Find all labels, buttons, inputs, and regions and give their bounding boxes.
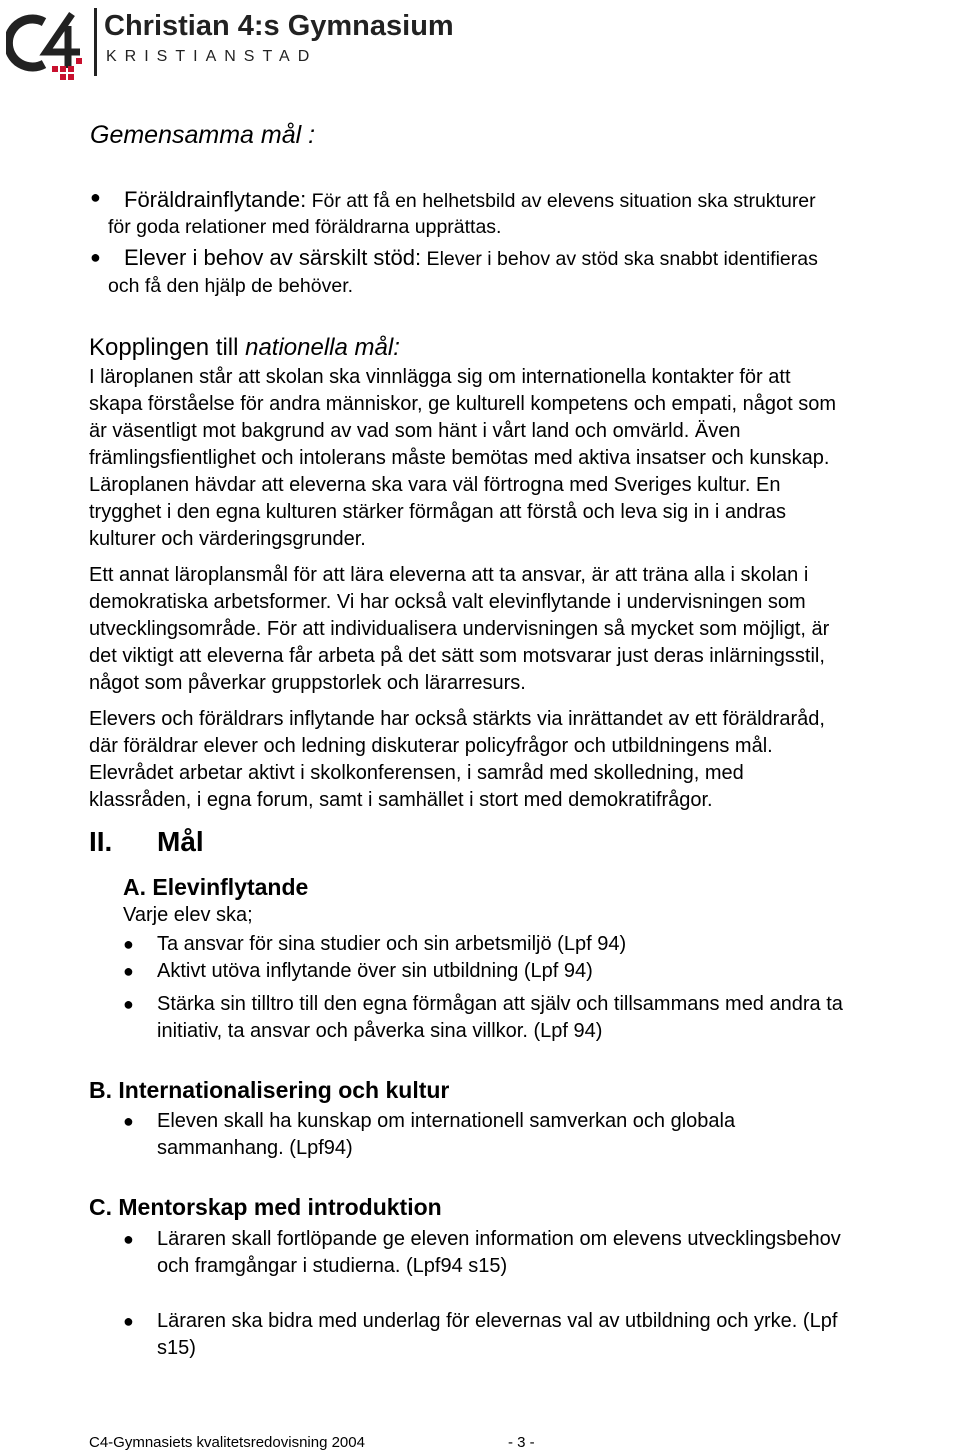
national-paragraph-3 (89, 706, 825, 814)
national-paragraph-1 (89, 364, 836, 553)
text-line: Läraren ska bidra med underlag för elevernas val av utbildning och yrke. (Lpf (157, 1310, 838, 1332)
bullet-icon: ● (123, 934, 134, 954)
national-paragraph-2 (89, 562, 829, 697)
text-line: Läroplanen hävdar att eleverna ska vara väl förtrogna med Sveriges kultur. En (89, 474, 781, 496)
subsection-intro: Varje elev ska; (123, 904, 253, 926)
text-line: I läroplanen står att skolan ska vinnlägga sig om internationella kontakter för att (89, 366, 791, 388)
text-line: och framgångar i studierna. (Lpf94 s15) (157, 1255, 508, 1277)
goal-item (157, 991, 843, 1045)
bullet-icon: ● (123, 1311, 134, 1331)
text-line: främlingsfientlighet och intolerans måste bemötas med aktiva insatser och kunskap. (89, 447, 830, 469)
common-goal-text: För att få en helhetsbild av elevens situation ska strukturer (306, 190, 816, 212)
school-name: Christian 4:s Gymnasium (104, 10, 454, 42)
text-line: Elevers och föräldrars inflytande har också stärkts via inrättandet av ett föräldraråd, (89, 708, 825, 730)
goal-item (157, 1226, 841, 1280)
common-goal-term: Föräldrainflytande: (124, 187, 307, 212)
bullet-icon: ● (90, 247, 101, 267)
text-line: sammanhang. (Lpf94) (157, 1137, 353, 1159)
text-line: demokratiska arbetsformer. Vi har också valt elevinflytande i undervisningen som (89, 591, 806, 613)
common-goal-text-cont: för goda relationer med föräldrarna upprättas. (108, 216, 502, 238)
logo-divider (94, 8, 97, 76)
text-line: Stärka sin tilltro till den egna förmågan att själv och tillsammans med andra ta (157, 993, 843, 1015)
common-goals-heading: Gemensamma mål : (90, 121, 316, 149)
national-heading-italic: nationella mål: (245, 334, 400, 361)
text-line: s15) (157, 1337, 196, 1359)
bullet-icon: ● (123, 1111, 134, 1131)
goal-item: Ta ansvar för sina studier och sin arbetsmiljö (Lpf 94) (157, 933, 627, 955)
common-goal-item (124, 186, 816, 215)
text-line: trygghet i den egna kulturen stärker förmågan att förstå och leva sig in i andras (89, 501, 787, 523)
goal-item: Aktivt utöva inflytande över sin utbildning (Lpf 94) (157, 960, 593, 982)
text-line: Ett annat läroplansmål för att lära eleverna att ta ansvar, är att träna alla i skolan i (89, 564, 809, 586)
school-logo (0, 0, 490, 88)
school-city: KRISTIANSTAD (106, 48, 318, 65)
text-line: utvecklingsområde. För att individualisera undervisningen så mycket som möjligt, är (89, 618, 830, 640)
section-numeral: II. (89, 826, 113, 857)
subsection-heading-c: C. Mentorskap med introduktion (89, 1194, 442, 1220)
text-line: Eleven skall ha kunskap om internationell samverkan och globala (157, 1110, 736, 1132)
text-line: skapa förståelse för andra människor, ge kulturell kompetens och empati, något som (89, 393, 837, 415)
goal-item (157, 1308, 837, 1362)
common-goal-text-cont: och få den hjälp de behöver. (108, 275, 354, 297)
text-line: det viktigt att eleverna får arbeta på det sätt som motsvarar just deras inlärningsstil, (89, 645, 825, 667)
text-line: kulturer och värderingsgrunder. (89, 528, 366, 550)
goal-item (157, 1108, 735, 1162)
subsection-heading-b: B. Internationalisering och kultur (89, 1077, 450, 1103)
bullet-icon: ● (123, 961, 134, 981)
national-heading-plain: Kopplingen till (89, 334, 246, 361)
text-line: initiativ, ta ansvar och påverka sina villkor. (Lpf 94) (157, 1020, 603, 1042)
text-line: är väsentligt mot bakgrund av vad som hänt i vårt land och omvärld. Även (89, 420, 741, 442)
national-goals-heading (89, 334, 400, 362)
subsection-heading-a: A. Elevinflytande (123, 874, 309, 900)
common-goal-term: Elever i behov av särskilt stöd: (124, 245, 422, 270)
common-goal-text: Elever i behov av stöd ska snabbt identifieras (421, 248, 818, 270)
text-line: Elevrådet arbetar aktivt i skolkonferensen, i samråd med skolledning, med (89, 762, 744, 784)
c4-logo-mark (6, 8, 86, 84)
bullet-icon: ● (123, 994, 134, 1014)
bullet-icon: ● (123, 1229, 134, 1249)
text-line: klassråden, i egna forum, samt i samhället i stort med demokratifrågor. (89, 789, 713, 811)
common-goal-item (124, 244, 818, 273)
footer-page-number: - 3 - (508, 1434, 535, 1451)
text-line: något som påverkar gruppstorlek och lärarresurs. (89, 672, 526, 694)
text-line: där föräldrar elever och ledning diskuterar policyfrågor och utbildningens mål. (89, 735, 773, 757)
bullet-icon: ● (90, 187, 101, 207)
text-line: Läraren skall fortlöpande ge eleven information om elevens utvecklingsbehov (157, 1228, 841, 1250)
footer-document-title: C4-Gymnasiets kvalitetsredovisning 2004 (89, 1434, 365, 1451)
section-title: Mål (157, 826, 204, 857)
